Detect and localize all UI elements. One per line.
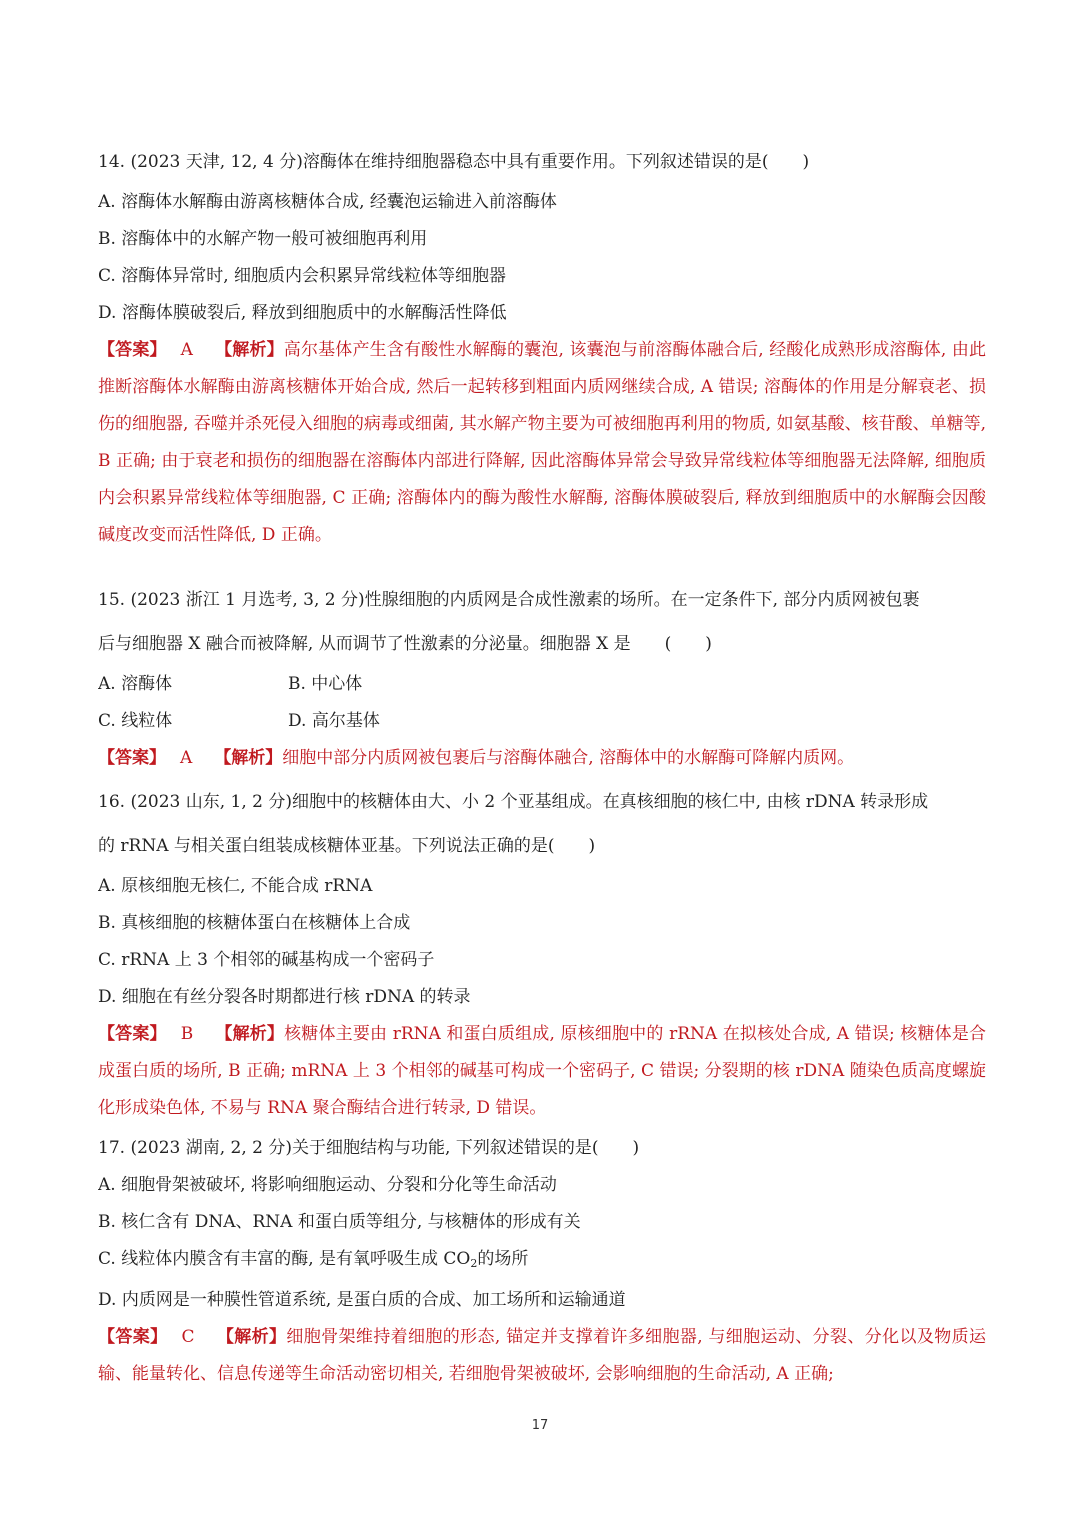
question-stem: 14. (2023 天津, 12, 4 分)溶酶体在维持细胞器稳态中具有重要作用。下列叙述错误的是( ) [98,152,810,172]
option-d: D. 溶酶体膜破裂后, 释放到细胞质中的水解酶活性降低 [98,303,507,323]
question-stem-line-2: 后与细胞器 X 融合而被降解, 从而调节了性激素的分泌量。细胞器 X 是 ( ) [98,634,712,654]
answer-tag: 【答案】 [98,748,166,768]
option-c-subscript: 2 [470,1257,478,1270]
answer-letter: B [180,1024,194,1044]
options-row-2 [98,703,986,740]
options-row-1 [98,666,986,703]
answer-tag: 【答案】 [98,1024,167,1044]
answer-analysis [98,740,986,777]
option-d: D. 内质网是一种膜性管道系统, 是蛋白质的合成、加工场所和运输通道 [98,1290,626,1310]
analysis-text: 细胞骨架维持着细胞的形态, 锚定并支撑着许多细胞器, 与细胞运动、分裂、分化以及物质运输、能量转化、信息传递等生命活动密切相关, 若细胞骨架被破坏, 会影响细胞的生命活动, A 正确; [98,1327,986,1384]
option-c-text: C. 线粒体内膜含有丰富的酶, 是有氧呼吸生成 CO [98,1249,471,1269]
analysis-text: 高尔基体产生含有酸性水解酶的囊泡, 该囊泡与前溶酶体融合后, 经酸化成熟形成溶酶体, 由此推断溶酶体水解酶由游离核糖体开始合成, 然后一起转移到粗面内质网继续合成, A 错误; 溶酶体的作用是分解衰老、损伤的细胞器, 吞噬并杀死侵入细胞的病毒或细菌, 其水解产物主要为可被细胞再利用的物质, 如氨基酸、核苷酸、单糖等, B 正确; 由于衰老和损伤的细胞器在溶酶体内部进行降解, 因此溶酶体异常会导致异常线粒体等细胞器无法降解, 细胞质内会积累异常线粒体等细胞器, C 正确; 溶酶体内的酶为酸性水解酶, 溶酶体膜破裂后, 释放到细胞质中的水解酶会因酸碱度改变而活性降低, D 正确。 [98,340,987,545]
option-a: A. 原核细胞无核仁, 不能合成 rRNA [98,876,373,896]
question-17 [98,1130,986,1393]
analysis-tag: 【解析】 [216,1327,287,1347]
option-b: B. 核仁含有 DNA、RNA 和蛋白质等组分, 与核糖体的形成有关 [98,1212,581,1232]
answer-analysis [98,1319,986,1393]
page-number: 17 [531,1418,549,1433]
option-b: B. 中心体 [288,674,363,694]
analysis-text: 细胞中部分内质网被包裹后与溶酶体融合, 溶酶体中的水解酶可降解内质网。 [282,748,855,768]
answer-analysis [98,332,986,554]
answer-letter: A [180,340,193,360]
option-c: C. 线粒体 [98,711,173,731]
answer-letter: C [181,1327,195,1347]
question-14 [98,140,986,554]
answer-letter: A [180,748,193,768]
analysis-tag: 【解析】 [214,340,284,360]
option-a: A. 溶酶体水解酶由游离核糖体合成, 经囊泡运输进入前溶酶体 [98,192,557,212]
answer-tag: 【答案】 [98,340,167,360]
analysis-tag: 【解析】 [214,748,283,768]
question-stem-line-1: 15. (2023 浙江 1 月选考, 3, 2 分)性腺细胞的内质网是合成性激素的场所。在一定条件下, 部分内质网被包裹 [98,590,920,610]
analysis-tag: 【解析】 [215,1024,285,1044]
question-stem: 17. (2023 湖南, 2, 2 分)关于细胞结构与功能, 下列叙述错误的是( ) [98,1138,640,1158]
option-c-text-end: 的场所 [477,1249,529,1269]
option-c: C. rRNA 上 3 个相邻的碱基构成一个密码子 [98,950,435,970]
question-stem-line-2: 的 rRNA 与相关蛋白组装成核糖体亚基。下列说法正确的是( ) [98,836,596,856]
answer-analysis [98,1016,986,1127]
option-a: A. 溶酶体 [98,674,173,694]
option-b: B. 溶酶体中的水解产物一般可被细胞再利用 [98,229,428,249]
option-d: D. 细胞在有丝分裂各时期都进行核 rDNA 的转录 [98,987,471,1007]
answer-tag: 【答案】 [98,1327,168,1347]
question-stem-line-1: 16. (2023 山东, 1, 2 分)细胞中的核糖体由大、小 2 个亚基组成。在真核细胞的核仁中, 由核 rDNA 转录形成 [98,792,929,812]
option-d: D. 高尔基体 [288,711,380,731]
analysis-text: 核糖体主要由 rRNA 和蛋白质组成, 原核细胞中的 rRNA 在拟核处合成, A 错误; 核糖体是合成蛋白质的场所, B 正确; mRNA 上 3 个相邻的碱基可构成一个密码子, C 错误; 分裂期的核 rDNA 随染色质高度螺旋化形成染色体, 不易与 RNA 聚合酶结合进行转录, D 错误。 [98,1024,987,1118]
question-16 [98,780,986,1127]
option-c: C. 溶酶体异常时, 细胞质内会积累异常线粒体等细胞器 [98,266,507,286]
option-c [98,1241,986,1282]
option-b: B. 真核细胞的核糖体蛋白在核糖体上合成 [98,913,411,933]
option-a: A. 细胞骨架被破坏, 将影响细胞运动、分裂和分化等生命活动 [98,1175,557,1195]
question-15 [98,578,986,777]
